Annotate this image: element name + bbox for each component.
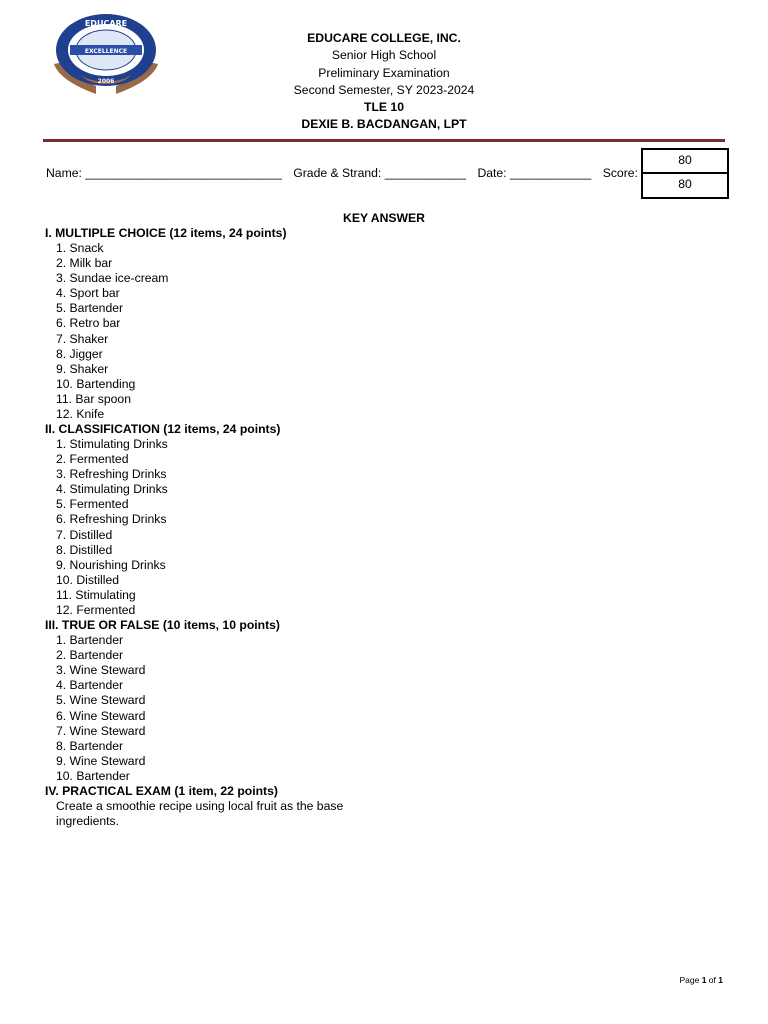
answer-item: 7. Shaker (56, 331, 109, 346)
answer-item: 7. Distilled (56, 527, 113, 542)
answer-item: 6. Refreshing Drinks (56, 512, 167, 527)
score-bottom-cell: 80 (678, 176, 692, 191)
score-top-cell: 80 (643, 150, 727, 174)
answer-item: 2. Fermented (56, 452, 129, 467)
answer-item: 1. Snack (56, 241, 104, 256)
footer-page-total: 1 (718, 975, 723, 985)
answer-item: 2. Milk bar (56, 256, 113, 271)
name-field: Name: _____________________________ (46, 166, 282, 180)
answer-item: 10. Distilled (56, 572, 119, 587)
seal-text-top: EDUCARE (84, 19, 128, 28)
seal-text-mid: EXCELLENCE (84, 48, 128, 55)
answer-item: 3. Sundae ice-cream (56, 271, 169, 286)
answer-item: Create a smoothie recipe using local fruit as the base ingredients. (56, 798, 344, 829)
answer-item: 9. Nourishing Drinks (56, 557, 166, 572)
answer-item: 8. Bartender (56, 738, 124, 753)
answer-item: 7. Wine Steward (56, 723, 146, 738)
answer-key-content (45, 226, 445, 829)
footer-of-word: of (708, 975, 716, 985)
answer-item: 6. Retro bar (56, 316, 121, 331)
page-footer (679, 975, 723, 985)
section-heading: I. MULTIPLE CHOICE (12 items, 24 points) (45, 226, 287, 240)
answer-item: 10. Bartender (56, 768, 130, 783)
department: Senior High School (331, 48, 437, 63)
section-heading: IV. PRACTICAL EXAM (1 item, 22 points) (45, 783, 278, 798)
answer-item: 11. Stimulating (56, 587, 136, 602)
header-divider (43, 139, 725, 142)
answer-item: 1. Stimulating Drinks (56, 437, 168, 452)
document-header (234, 30, 534, 134)
footer-page-number: 1 (701, 975, 707, 985)
answer-item: 4. Bartender (56, 678, 124, 693)
answer-item: 8. Jigger (56, 346, 103, 361)
subject: TLE 10 (364, 100, 404, 115)
score-box (641, 148, 729, 199)
answer-item: 5. Wine Steward (56, 693, 146, 708)
educare-seal-icon (50, 12, 162, 98)
answer-item: 3. Refreshing Drinks (56, 467, 167, 482)
answer-item: 1. Bartender (56, 633, 124, 648)
answer-item: 10. Bartending (56, 376, 136, 391)
answer-item: 9. Wine Steward (56, 753, 146, 768)
student-info-row (46, 166, 646, 180)
exam-title: Preliminary Examination (318, 65, 450, 80)
footer-page-word: Page (679, 975, 700, 985)
seal-text-year: 2006 (97, 78, 115, 85)
answer-item: 5. Bartender (56, 301, 124, 316)
answer-item: 9. Shaker (56, 361, 109, 376)
grade-strand-field: Grade & Strand: ____________ (293, 166, 467, 180)
answer-item: 12. Fermented (56, 602, 136, 617)
semester: Second Semester, SY 2023-2024 (293, 82, 475, 97)
answer-item: 4. Sport bar (56, 286, 120, 301)
section-heading: II. CLASSIFICATION (12 items, 24 points) (45, 422, 281, 437)
date-field: Date: ____________ (477, 166, 592, 180)
answer-item: 4. Stimulating Drinks (56, 482, 168, 497)
answer-item: 3. Wine Steward (56, 663, 146, 678)
teacher-name: DEXIE B. BACDANGAN, LPT (301, 117, 467, 132)
key-answer-title: KEY ANSWER (343, 211, 425, 225)
college-name: EDUCARE COLLEGE, INC. (307, 31, 461, 45)
score-label: Score: (602, 166, 638, 180)
answer-item: 11. Bar spoon (56, 391, 131, 406)
answer-item: 2. Bartender (56, 648, 124, 663)
answer-item: 8. Distilled (56, 542, 113, 557)
answer-item: 6. Wine Steward (56, 708, 146, 723)
answer-item: 12. Knife (56, 406, 105, 421)
section-heading: III. TRUE OR FALSE (10 items, 10 points) (45, 618, 280, 633)
answer-item: 5. Fermented (56, 497, 129, 512)
